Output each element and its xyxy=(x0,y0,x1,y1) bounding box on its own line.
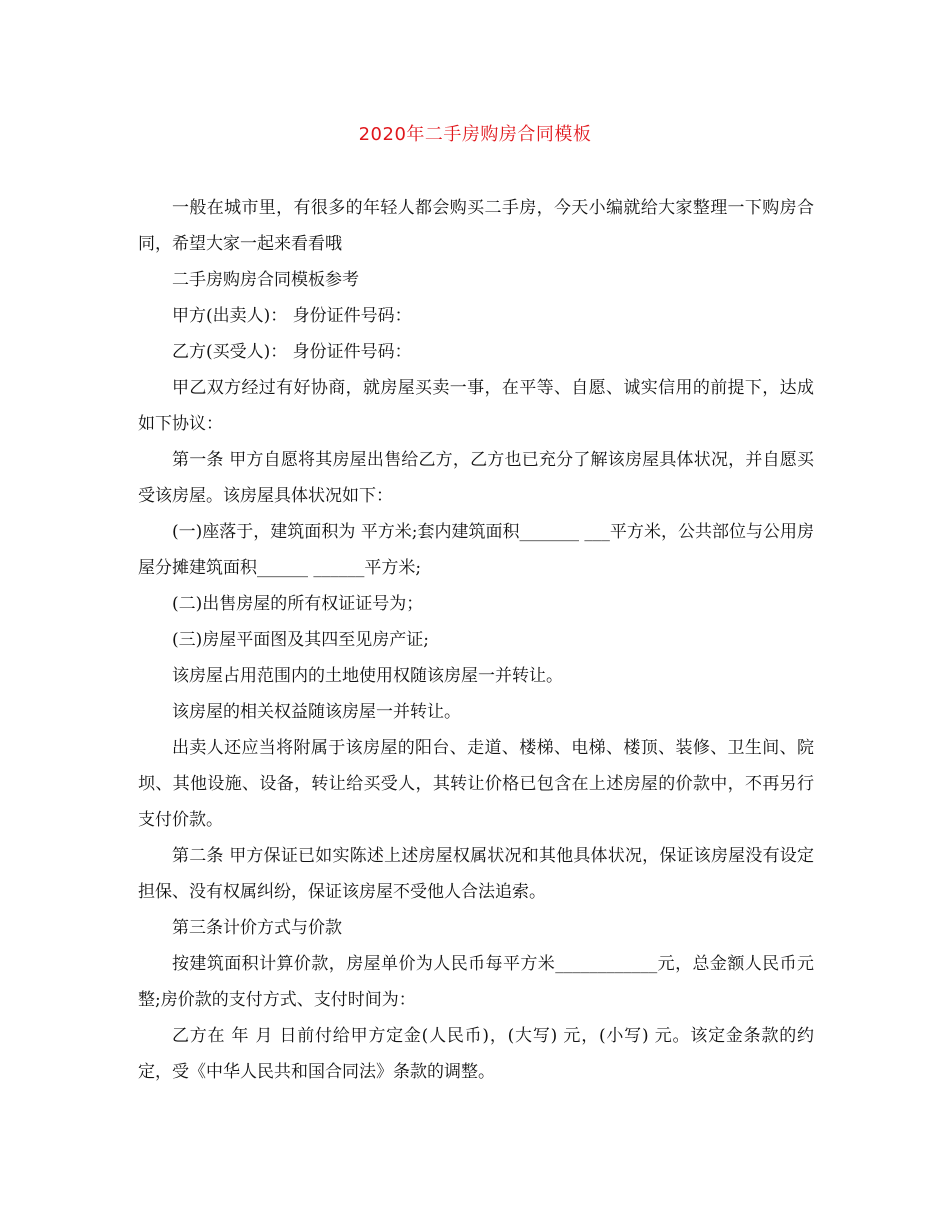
paragraph-article-3: 第三条计价方式与价款 xyxy=(172,918,342,938)
document-body xyxy=(138,190,814,1090)
paragraph-intro: 一般在城市里，有很多的年轻人都会购买二手房，今天小编就给大家整理一下购房合同，希望大家一起来看看哦 xyxy=(138,198,814,254)
paragraph-article-1: 第一条 甲方自愿将其房屋出售给乙方，乙方也已充分了解该房屋具体状况，并自愿买受该房屋。该房屋具体状况如下： xyxy=(138,450,814,506)
paragraph-pricing: 按建筑面积计算价款，房屋单价为人民币每平方米____________元，总金额人民币元整;房价款的支付方式、支付时间为： xyxy=(138,954,814,1010)
paragraph-heading: 二手房购房合同模板参考 xyxy=(172,270,359,290)
paragraph-article-2: 第二条 甲方保证已如实陈述上述房屋权属状况和其他具体状况，保证该房屋没有设定担保、没有权属纠纷，保证该房屋不受他人合法追索。 xyxy=(138,846,814,902)
paragraph-deposit: 乙方在 年 月 日前付给甲方定金(人民币)，(大写) 元，(小写) 元。该定金条款的约定，受《中华人民共和国合同法》条款的调整。 xyxy=(138,1026,814,1082)
paragraph-party-a: 甲方(出卖人)： 身份证件号码： xyxy=(172,306,412,326)
document-title: 2020年二手房购房合同模板 xyxy=(358,124,592,145)
paragraph-land-right: 该房屋占用范围内的土地使用权随该房屋一并转让。 xyxy=(172,666,563,686)
paragraph-item-2: (二)出售房屋的所有权证证号为； xyxy=(172,594,424,614)
paragraph-item-1: (一)座落于，建筑面积为 平方米;套内建筑面积_______ ___平方米，公共部位与公用房屋分摊建筑面积______ ______平方米; xyxy=(138,522,814,578)
paragraph-item-3: (三)房屋平面图及其四至见房产证; xyxy=(172,630,429,650)
paragraph-related-rights: 该房屋的相关权益随该房屋一并转让。 xyxy=(172,702,461,722)
paragraph-agreement: 甲乙双方经过有好协商，就房屋买卖一事，在平等、自愿、诚实信用的前提下，达成如下协议： xyxy=(138,378,814,434)
paragraph-attachments: 出卖人还应当将附属于该房屋的阳台、走道、楼梯、电梯、楼顶、装修、卫生间、院坝、其他设施、设备，转让给买受人，其转让价格已包含在上述房屋的价款中，不再另行支付价款。 xyxy=(138,738,814,830)
paragraph-party-b: 乙方(买受人)： 身份证件号码： xyxy=(172,342,412,362)
